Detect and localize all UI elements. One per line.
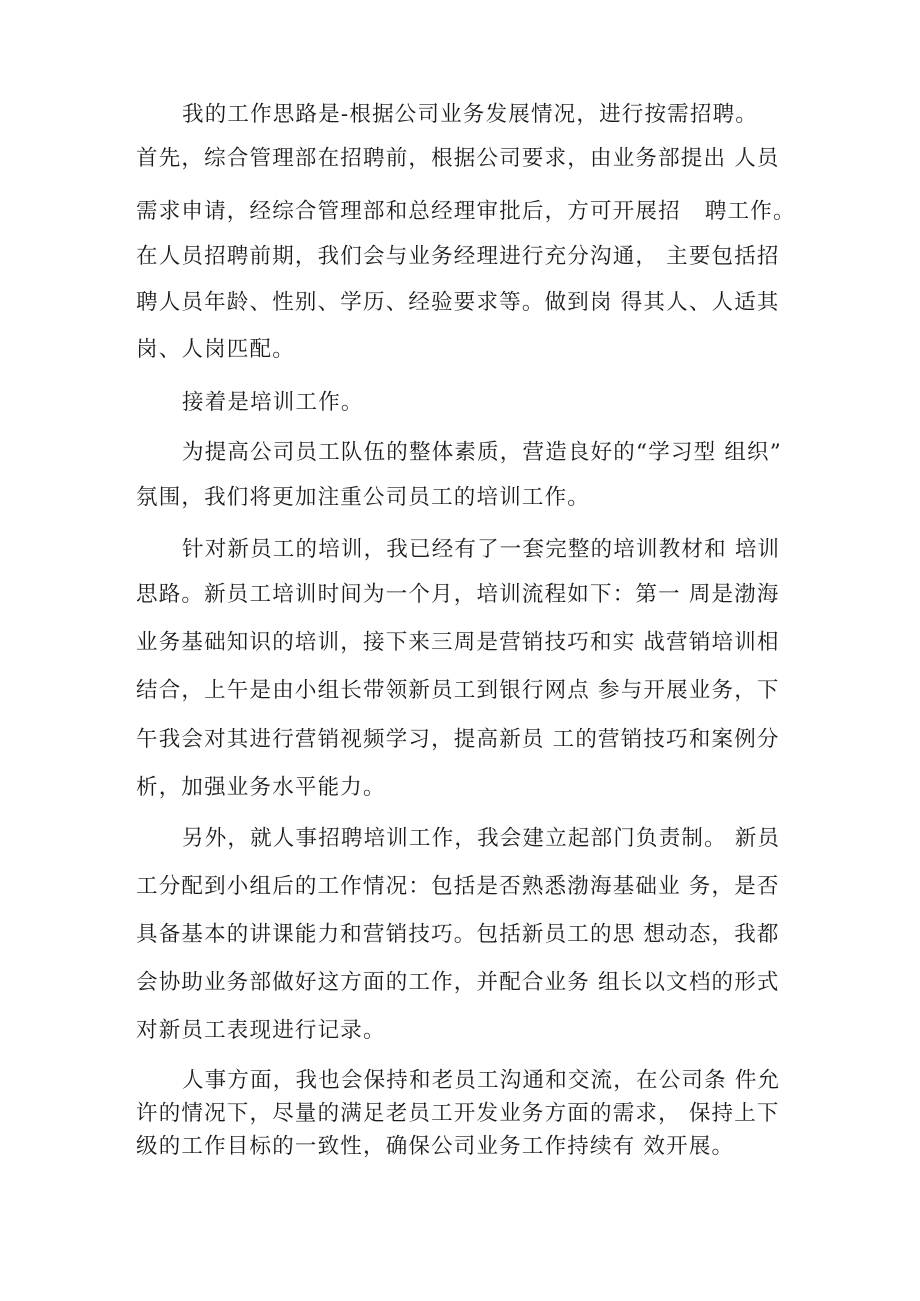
- text-line: 氛围，我们将更加注重公司员工的培训工作。: [136, 485, 591, 510]
- text-line: 接着是培训工作。: [182, 390, 364, 415]
- text-line: 需求申请，经综合管理部和总经理审批后，方可开展招 聘工作。: [136, 199, 796, 224]
- text-line: 级的工作目标的一致性，确保公司业务工作持续有 效开展。: [136, 1134, 735, 1159]
- text-line: 岗、人岗匹配。: [136, 337, 295, 362]
- text-line: 首先，综合管理部在招聘前，根据公司要求，由业务部提出 人员: [136, 146, 780, 171]
- text-line: 结合，上午是由小组长带领新员工到银行网点 参与开展业务，下: [136, 678, 780, 703]
- text-line: 析，加强业务水平能力。: [136, 775, 386, 800]
- text-line: 具备基本的讲课能力和营销技巧。包括新员工的思 想动态，我都: [136, 922, 780, 947]
- text-line: 人事方面，我也会保持和老员工沟通和交流，在公司条 件允: [182, 1068, 781, 1093]
- text-line: 在人员招聘前期，我们会与业务经理进行充分沟通， 主要包括招: [136, 244, 780, 269]
- text-line: 业务基础知识的培训，接下来三周是营销技巧和实 战营销培训相: [136, 630, 780, 655]
- text-line: 为提高公司员工队伍的整体素质，营造良好的“学习型 组织”: [182, 440, 782, 465]
- text-line: 许的情况下，尽量的满足老员工开发业务方面的需求， 保持上下: [136, 1101, 780, 1126]
- text-line: 思路。新员工培训时间为一个月，培训流程如下：第一 周是渤海: [136, 582, 780, 607]
- text-line: 另外，就人事招聘培训工作，我会建立起部门负责制。 新员: [182, 826, 781, 851]
- text-line: 对新员工表现进行记录。: [136, 1018, 386, 1043]
- text-line: 我的工作思路是-根据公司业务发展情况，进行按需招聘。: [182, 102, 758, 127]
- text-line: 会协助业务部做好这方面的工作，并配合业务 组长以文档的形式: [136, 970, 780, 995]
- text-line: 聘人员年龄、性别、学历、经验要求等。做到岗 得其人、人适其: [136, 290, 780, 315]
- text-line: 工分配到小组后的工作情况：包括是否熟悉渤海基础业 务，是否: [136, 874, 780, 899]
- text-line: 午我会对其进行营销视频学习，提高新员 工的营销技巧和案例分: [136, 727, 780, 752]
- text-line: 针对新员工的培训，我已经有了一套完整的培训教材和 培训: [182, 537, 781, 562]
